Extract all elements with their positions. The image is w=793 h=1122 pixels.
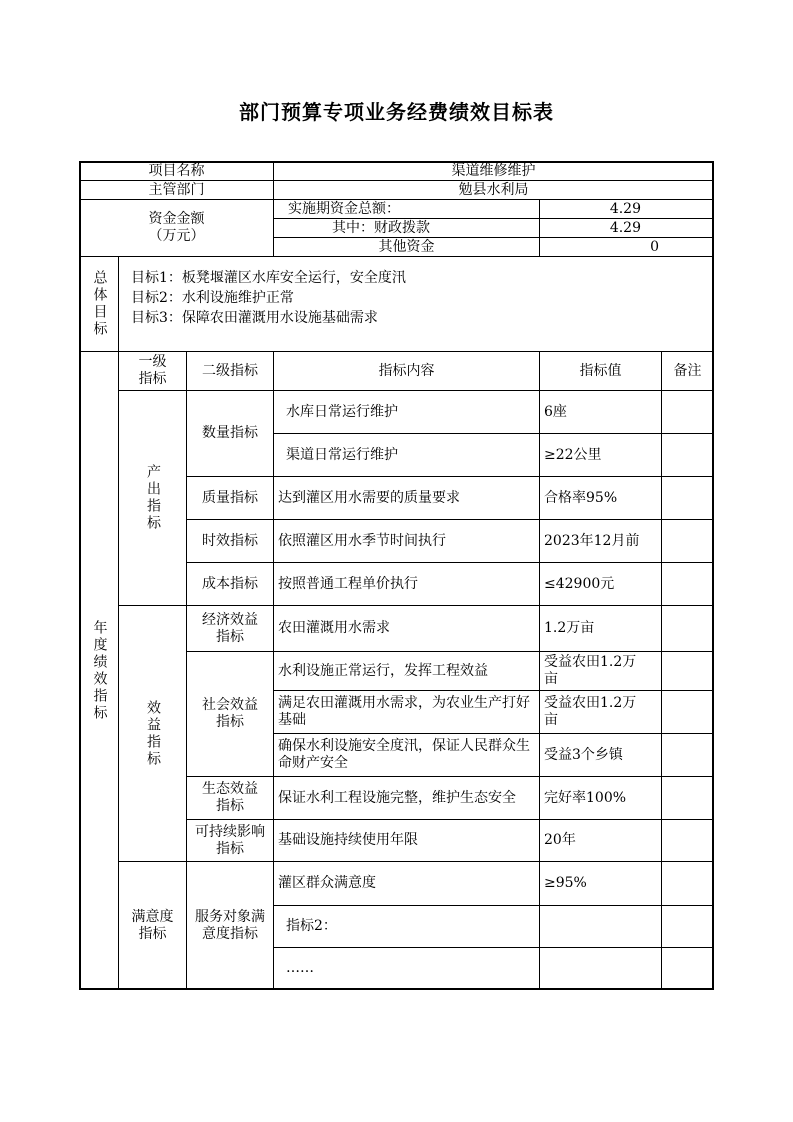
overall-goal-label-text: 总体目标 [91,270,108,338]
indicator-value: 受益农田1.2万亩 [539,651,662,691]
indicator-content: 渠道日常运行维护 [273,433,540,477]
goal-item: 目标2：水利设施维护正常 [131,290,294,306]
indicator-note [661,905,714,948]
goal-item: 目标3：保障农田灌溉用水设施基础需求 [131,310,378,326]
goal-item: 目标1：板凳堰灌区水库安全运行，安全度汛 [131,270,406,286]
annual-indicator-label [79,351,119,990]
department-label: 主管部门 [79,180,274,200]
indicator-note [661,390,714,434]
indicator-content: 农田灌溉用水需求 [273,605,540,652]
indicator-value: ≥95% [539,861,662,906]
page-title: 部门预算专项业务经费绩效目标表 [239,100,554,124]
indicator-content: 基础设施持续使用年限 [273,819,540,862]
indicator-note [661,690,714,734]
indicator-value: 合格率95% [539,476,662,520]
indicator-value: ≤42900元 [539,562,662,606]
indicator-note [661,476,714,520]
indicator-value: 受益3个乡镇 [539,733,662,777]
indicator-value: 完好率100% [539,776,662,820]
header-level1: 一级指标 [118,351,187,391]
funds-unit: （万元） [148,228,205,244]
timeliness-indicator-label: 时效指标 [186,519,274,563]
indicator-value: 2023年12月前 [539,519,662,563]
indicator-content: 保证水利工程设施完整，维护生态安全 [273,776,540,820]
header-note: 备注 [661,351,714,391]
department-value: 勉县水利局 [273,180,714,200]
funds-other-label: 其他资金 [273,237,540,257]
indicator-value: ≥22公里 [539,433,662,477]
quantity-indicator-label: 数量指标 [186,390,274,477]
indicator-content: 水利设施正常运行，发挥工程效益 [273,651,540,691]
indicator-note [661,562,714,606]
funds-label: 资金金额 [148,211,205,227]
indicator-content: 指标2： [273,905,540,948]
indicator-value: 20年 [539,819,662,862]
header-level2: 二级指标 [186,351,274,391]
project-name-value: 渠道维修维护 [273,161,714,181]
header-value: 指标值 [539,351,662,391]
service-satisfaction-label: 服务对象满意度指标 [186,861,274,990]
indicator-content: 依照灌区用水季节时间执行 [273,519,540,563]
indicator-value [539,947,662,990]
indicator-content: 水库日常运行维护 [273,390,540,434]
overall-goal-content [118,256,714,352]
indicator-note [661,819,714,862]
funds-fiscal-label: 其中：财政拨款 [273,218,540,238]
overall-goal-label [79,256,119,352]
project-name-label: 项目名称 [79,161,274,181]
indicator-note [661,519,714,563]
indicator-note [661,947,714,990]
indicator-content: 确保水利设施安全度汛，保证人民群众生命财产安全 [273,733,540,777]
funds-total-label: 实施期资金总额： [273,199,540,219]
indicator-value: 6座 [539,390,662,434]
indicator-content: …… [273,947,540,990]
funds-other-value: 0 [539,237,714,257]
satisfaction-indicator-label: 满意度指标 [118,861,187,990]
quality-indicator-label: 质量指标 [186,476,274,520]
annual-indicator-label-text: 年度绩效指标 [91,619,108,722]
indicator-content: 按照普通工程单价执行 [273,562,540,606]
output-indicator-label [118,390,187,606]
economic-indicator-label: 经济效益指标 [186,605,274,652]
indicator-content: 满足农田灌溉用水需求，为农业生产打好基础 [273,690,540,734]
output-indicator-text: 产出指标 [145,464,161,532]
indicator-value: 1.2万亩 [539,605,662,652]
social-indicator-label: 社会效益指标 [186,651,274,777]
funds-label-cell [79,199,274,257]
funds-total-value: 4.29 [539,199,714,219]
cost-indicator-label: 成本指标 [186,562,274,606]
indicator-value: 受益农田1.2万亩 [539,690,662,734]
indicator-value [539,905,662,948]
ecological-indicator-label: 生态效益指标 [186,776,274,820]
indicator-content: 灌区群众满意度 [273,861,540,906]
indicator-note [661,861,714,906]
indicator-note [661,605,714,652]
indicator-note [661,733,714,777]
funds-fiscal-value: 4.29 [539,218,714,238]
benefit-indicator-label [118,605,187,862]
benefit-indicator-text: 效益指标 [145,699,161,768]
sustainable-indicator-label: 可持续影响指标 [186,819,274,862]
indicator-note [661,433,714,477]
indicator-content: 达到灌区用水需要的质量要求 [273,476,540,520]
indicator-note [661,776,714,820]
header-content: 指标内容 [273,351,540,391]
indicator-note [661,651,714,691]
